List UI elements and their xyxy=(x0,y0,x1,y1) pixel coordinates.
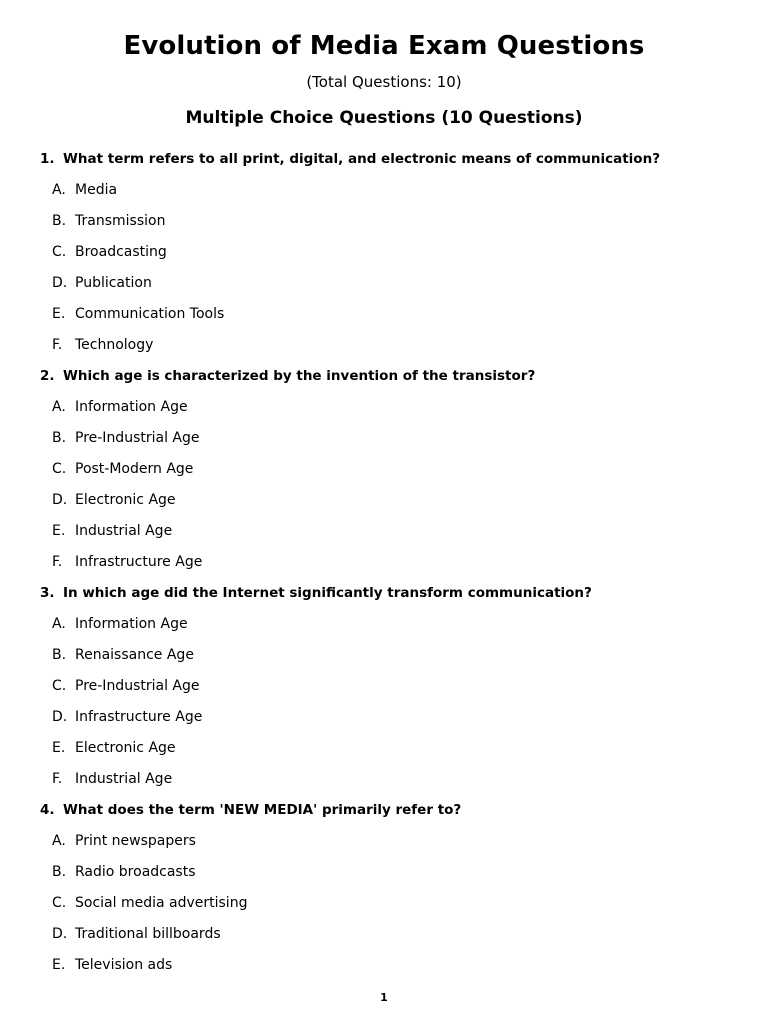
question-number: 4. xyxy=(40,802,55,818)
option-letter: B. xyxy=(52,430,67,446)
option-letter: E. xyxy=(52,957,66,973)
question-3-option-b xyxy=(52,646,194,664)
option-text: Transmission xyxy=(75,213,166,229)
option-text: Post-Modern Age xyxy=(75,461,194,477)
question-text: What term refers to all print, digital, and electronic means of communication? xyxy=(63,151,661,167)
option-text: Electronic Age xyxy=(75,492,176,508)
question-2-option-f xyxy=(52,553,202,571)
section-heading: Multiple Choice Questions (10 Questions) xyxy=(185,108,583,128)
question-3-option-d xyxy=(52,708,202,726)
option-text: Communication Tools xyxy=(75,306,225,322)
option-letter: D. xyxy=(52,492,68,508)
option-text: Broadcasting xyxy=(75,244,167,260)
option-letter: D. xyxy=(52,926,68,942)
question-4 xyxy=(40,801,461,819)
option-letter: C. xyxy=(52,678,67,694)
option-letter: E. xyxy=(52,306,66,322)
option-text: Information Age xyxy=(75,616,188,632)
option-letter: A. xyxy=(52,616,66,632)
option-letter: B. xyxy=(52,213,67,229)
question-1-option-c xyxy=(52,243,167,261)
question-2-option-b xyxy=(52,429,200,447)
option-text: Industrial Age xyxy=(75,523,173,539)
option-text: Publication xyxy=(75,275,152,291)
question-3-option-e xyxy=(52,739,176,757)
question-2 xyxy=(40,367,535,385)
option-letter: B. xyxy=(52,647,67,663)
option-text: Traditional billboards xyxy=(75,926,221,942)
option-text: Radio broadcasts xyxy=(75,864,196,880)
option-text: Print newspapers xyxy=(75,833,196,849)
question-2-option-d xyxy=(52,491,176,509)
option-letter: C. xyxy=(52,895,67,911)
question-3-option-f xyxy=(52,770,172,788)
option-text: Infrastructure Age xyxy=(75,709,203,725)
option-letter: C. xyxy=(52,244,67,260)
question-2-option-a xyxy=(52,398,188,416)
option-text: Technology xyxy=(75,337,154,353)
question-4-option-d xyxy=(52,925,221,943)
question-3 xyxy=(40,584,592,602)
option-text: Information Age xyxy=(75,399,188,415)
option-text: Television ads xyxy=(75,957,173,973)
question-3-option-a xyxy=(52,615,188,633)
option-letter: A. xyxy=(52,399,66,415)
option-letter: B. xyxy=(52,864,67,880)
option-letter: F. xyxy=(52,337,63,353)
question-number: 3. xyxy=(40,585,55,601)
question-4-option-b xyxy=(52,863,196,881)
question-1-option-a xyxy=(52,181,117,199)
option-text: Pre-Industrial Age xyxy=(75,678,200,694)
option-letter: A. xyxy=(52,833,66,849)
option-letter: E. xyxy=(52,523,66,539)
page-number: 1 xyxy=(380,991,388,1004)
option-letter: A. xyxy=(52,182,66,198)
question-2-option-c xyxy=(52,460,193,478)
option-text: Electronic Age xyxy=(75,740,176,756)
question-1 xyxy=(40,150,660,168)
option-letter: D. xyxy=(52,709,68,725)
question-1-option-d xyxy=(52,274,152,292)
option-letter: F. xyxy=(52,554,63,570)
option-letter: C. xyxy=(52,461,67,477)
option-text: Pre-Industrial Age xyxy=(75,430,200,446)
question-text: What does the term 'NEW MEDIA' primarily refer to? xyxy=(63,802,462,818)
question-2-option-e xyxy=(52,522,172,540)
question-1-option-f xyxy=(52,336,153,354)
question-text: Which age is characterized by the invention of the transistor? xyxy=(63,368,536,384)
page-title: Evolution of Media Exam Questions xyxy=(123,31,645,61)
question-1-option-e xyxy=(52,305,224,323)
option-letter: E. xyxy=(52,740,66,756)
option-text: Infrastructure Age xyxy=(75,554,203,570)
option-text: Media xyxy=(75,182,118,198)
question-3-option-c xyxy=(52,677,200,695)
option-text: Social media advertising xyxy=(75,895,248,911)
option-text: Industrial Age xyxy=(75,771,173,787)
question-4-option-e xyxy=(52,956,172,974)
option-letter: F. xyxy=(52,771,63,787)
question-4-option-a xyxy=(52,832,196,850)
question-1-option-b xyxy=(52,212,165,230)
option-letter: D. xyxy=(52,275,68,291)
question-number: 1. xyxy=(40,151,55,167)
option-text: Renaissance Age xyxy=(75,647,194,663)
question-number: 2. xyxy=(40,368,55,384)
question-4-option-c xyxy=(52,894,247,912)
total-questions-note: (Total Questions: 10) xyxy=(306,73,462,91)
question-text: In which age did the Internet significantly transform communication? xyxy=(63,585,592,601)
